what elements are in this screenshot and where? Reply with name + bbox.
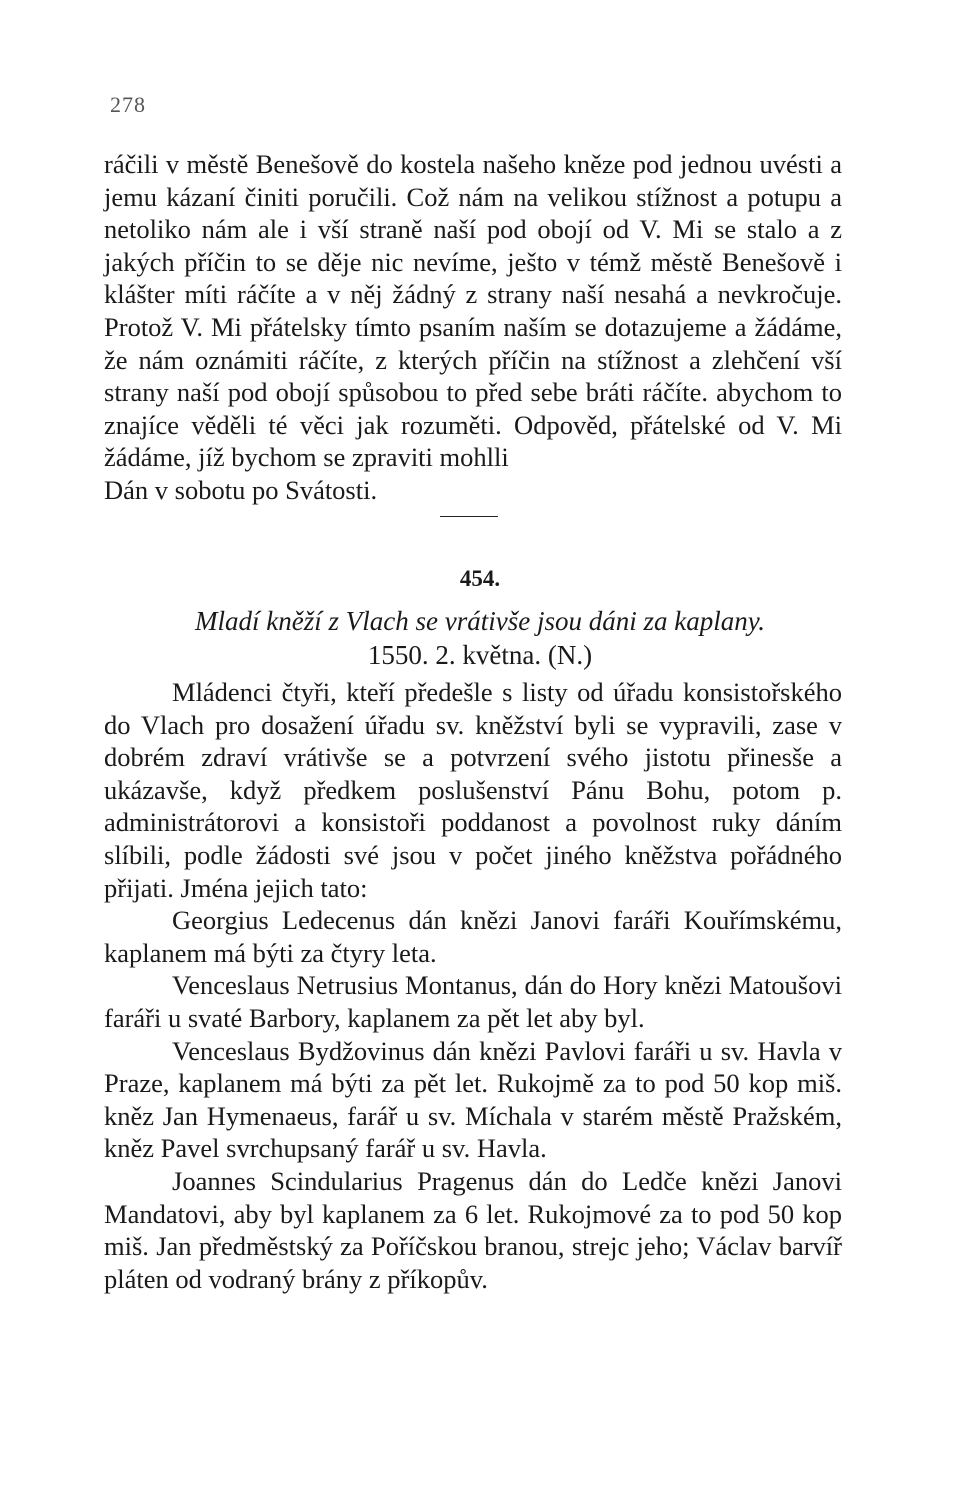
- carryover-dateline: Dán v sobotu po Svátosti.: [104, 474, 378, 505]
- body-paragraph: Venceslaus Bydžovinus dán knězi Pavlovi faráři u sv. Havla v Praze, kaplanem má býti za pět let. Rukojmě za to pod 50 kop miš. kněz Jan Hymenaeus, farář u sv. Míchala v starém městě Pražském, kněz Pavel svrchupsaný farář u sv. Havla.: [104, 1035, 842, 1164]
- body-paragraph: Mládenci čtyři, kteří předešle s listy od úřadu konsistořského do Vlach pro dosažení úřadu sv. kněžství byli se vypravili, zase v dobrém zdraví vrátivše se a potvrzení svého jistotu přinesše a ukázavše, když předkem poslušenství Pánu Bohu, potom p. administrátorovi a konsistoři poddanost a povolnost ruky dáním slíbili, podle žádosti své jsou v počet jiného kněžstva pořádného přijati. Jména jejich tato:: [104, 677, 842, 903]
- section-divider: [440, 516, 498, 517]
- carryover-text: [104, 148, 842, 507]
- document-title: Mladí kněží z Vlach se vrátivše jsou dáni za kaplany.: [195, 606, 765, 636]
- page-number: 278: [110, 92, 146, 117]
- body-paragraph: Venceslaus Netrusius Montanus, dán do Hory knězi Matoušovi faráři u svaté Barbory, kaplanem za pět let aby byl.: [104, 970, 842, 1033]
- document-body: [104, 676, 842, 1295]
- body-paragraph: Joannes Scindularius Pragenus dán do Ledče knězi Janovi Mandatovi, aby byl kaplanem za 6 let. Rukojmové za to pod 50 kop miš. Jan předměstský za Poříčskou branou, strejc jeho; Václav barvíř pláten od vodraný brány z příkopův.: [104, 1165, 842, 1294]
- document-number: 454.: [459, 566, 501, 591]
- carryover-paragraph: ráčili v městě Benešově do kostela našeho kněze pod jednou uvésti a jemu kázaní činiti poručili. Což nám na velikou stížnost a potupu a netoliko nám ale i vší straně naší pod obojí od V. Mi se stalo a z jakých příčin to se děje nic nevíme, ješto v témž městě Benešově i klášter míti ráčíte a v něj žádný z strany naší nesahá a nevkročuje. Protož V. Mi přátelsky tímto psaním naším se dotazujeme a žádáme, že nám oznámiti ráčíte, z kterých příčin na stížnost a zlehčení vší strany naší pod obojí spůsobou to před sebe bráti ráčíte. abychom to znajíce věděli té věci jak rozuměti. Odpověd, přátelské od V. Mi žádáme, jíž bychom se zpraviti mohlli: [104, 149, 842, 473]
- document-date: 1550. 2. května. (N.): [367, 640, 593, 670]
- body-paragraph: Georgius Ledecenus dán knězi Janovi faráři Kouřímskému, kaplanem má býti za čtyry leta.: [104, 905, 842, 968]
